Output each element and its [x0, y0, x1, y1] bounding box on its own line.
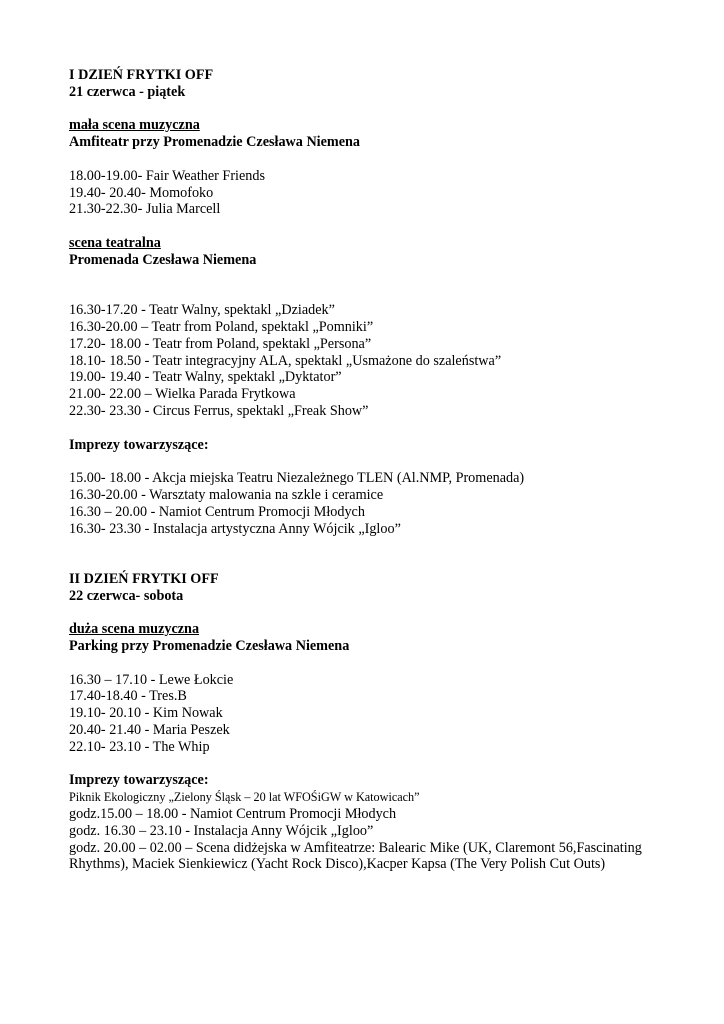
- day1-side-heading: Imprezy towarzyszące:: [69, 436, 209, 453]
- day1-music-item: 18.00-19.00- Fair Weather Friends: [69, 167, 265, 184]
- day1-music-item: 21.30-22.30- Julia Marcell: [69, 201, 221, 218]
- day1-theatre-item: 16.30-20.00 – Teatr from Poland, spektakl „Pomniki”: [69, 318, 374, 335]
- day2-music-item: 22.10- 23.10 - The Whip: [69, 738, 210, 755]
- day2-side-item: godz. 16.30 – 23.10 - Instalacja Anny Wójcik „Igloo”: [69, 822, 374, 839]
- day1-theatre-item: 21.00- 22.00 – Wielka Parada Frytkowa: [69, 386, 296, 403]
- day1-theatre-item: 19.00- 19.40 - Teatr Walny, spektakl „Dyktator”: [69, 369, 342, 386]
- day1-theatre-item: 22.30- 23.30 - Circus Ferrus, spektakl „Freak Show”: [69, 402, 369, 419]
- day1-side-item: 16.30- 23.30 - Instalacja artystyczna Anny Wójcik „Igloo”: [69, 520, 401, 537]
- day2-side-item: godz.15.00 – 18.00 - Namiot Centrum Promocji Młodych: [69, 806, 397, 823]
- day1-music-item: 19.40- 20.40- Momofoko: [69, 184, 214, 201]
- day2-side-heading: Imprezy towarzyszące:: [69, 772, 209, 789]
- day1-section: [69, 67, 709, 537]
- day2-music-item: 17.40-18.40 - Tres.B: [69, 688, 187, 705]
- day2-section: [69, 571, 709, 873]
- day2-picnic-line: Piknik Ekologiczny „Zielony Śląsk – 20 lat WFOŚiGW w Katowicach”: [69, 790, 420, 805]
- day2-title: II DZIEŃ FRYTKI OFF: [69, 570, 219, 587]
- day2-music-venue: Parking przy Promenadzie Czesława Niemena: [69, 638, 350, 655]
- document-page: [69, 67, 709, 873]
- day1-theatre-stage: scena teatralna: [69, 234, 161, 251]
- day2-music-item: 19.10- 20.10 - Kim Nowak: [69, 705, 223, 722]
- day1-side-item: 16.30 – 20.00 - Namiot Centrum Promocji Młodych: [69, 503, 365, 520]
- day1-date: 21 czerwca - piątek: [69, 83, 186, 100]
- day2-music-stage: duża scena muzyczna: [69, 621, 200, 638]
- day1-theatre-item: 18.10- 18.50 - Teatr integracyjny ALA, spektakl „Usmażone do szaleństwa”: [69, 352, 502, 369]
- day2-music-item: 16.30 – 17.10 - Lewe Łokcie: [69, 671, 234, 688]
- day2-date: 22 czerwca- sobota: [69, 587, 184, 604]
- day1-music-stage: mała scena muzyczna: [69, 117, 200, 134]
- day1-title: I DZIEŃ FRYTKI OFF: [69, 67, 214, 83]
- day1-side-item: 15.00- 18.00 - Akcja miejska Teatru Niezależnego TLEN (Al.NMP, Promenada): [69, 470, 525, 487]
- day1-side-item: 16.30-20.00 - Warsztaty malowania na szkle i ceramice: [69, 486, 384, 503]
- day1-music-venue: Amfiteatr przy Promenadzie Czesława Niemena: [69, 134, 361, 151]
- day2-music-item: 20.40- 21.40 - Maria Peszek: [69, 722, 230, 739]
- day1-theatre-item: 16.30-17.20 - Teatr Walny, spektakl „Dziadek”: [69, 302, 335, 319]
- day1-theatre-item: 17.20- 18.00 - Teatr from Poland, spektakl „Persona”: [69, 335, 372, 352]
- day2-side-item: godz. 20.00 – 02.00 – Scena didżejska w Amfiteatrze: Balearic Mike (UK, Claremont 56,Fascinating Rhythms), Maciek Sienkiewicz (Yacht Rock Disco),Kacper Kapsa (The Very Polish Cut Outs): [69, 839, 642, 873]
- day1-theatre-venue: Promenada Czesława Niemena: [69, 251, 257, 268]
